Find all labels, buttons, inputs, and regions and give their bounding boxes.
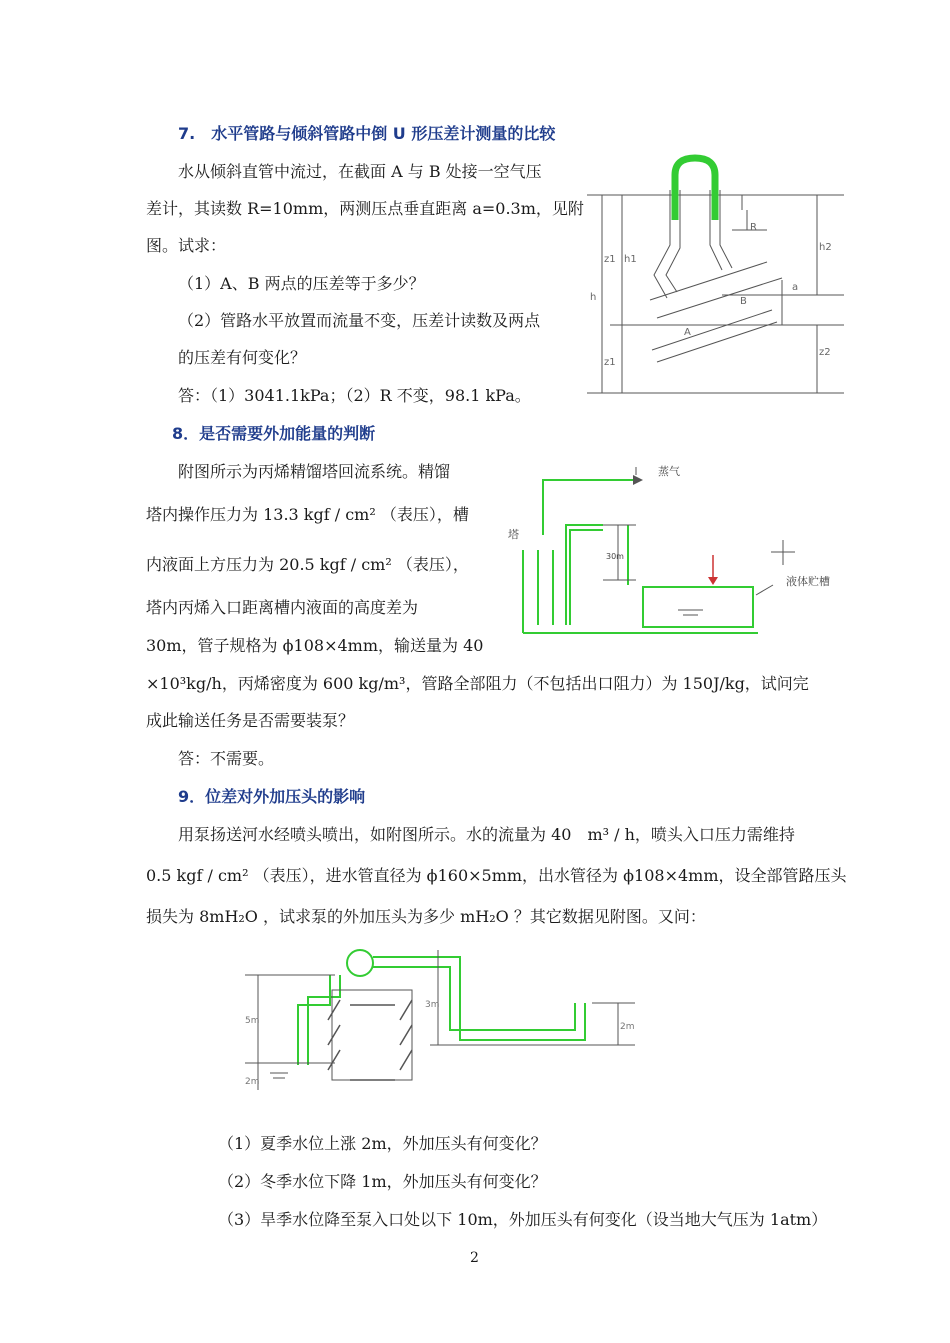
s9-line-3: 损失为 8mH₂O ，试求泵的外加压头为多少 mH₂O ？其它数据见附图。又问： [146,907,706,926]
label-z1: z1 [604,254,616,265]
s7-line-2: 差计，其读数 R=10mm，两测压点垂直距离 a=0.3m，见附 [146,199,584,218]
s7-question-2-cont: 的压差有何变化？ [178,348,307,367]
label-2m-left: 2m [245,1077,260,1087]
s9-question-3: （3）旱季水位降至泵入口处以下 10m，外加压头有何变化（设当地大气压为 1atm） [218,1210,828,1229]
s8-line-5: 30m，管子规格为 ϕ108×4mm，输送量为 40 [146,636,484,655]
s8-line-4: 塔内丙烯入口距离槽内液面的高度差为 [146,598,419,617]
s7-question-2: （2）管路水平放置而流量不变，压差计读数及两点 [178,311,541,330]
label-z2-left: z1 [604,357,616,368]
s7-line-3: 图。试求： [146,236,227,255]
s8-reflux-diagram [508,455,848,645]
s7-line-1: 水从倾斜直管中流过，在截面 A 与 B 处接一空气压 [178,162,542,181]
s9-line-2: 0.5 kgf / cm² （表压），进水管直径为 ϕ160×5mm，出水管径为 ϕ108×4mm，设全部管路压头 [146,866,847,885]
label-h2: h2 [819,242,832,253]
s8-line-6: ×10³kg/h，丙烯密度为 600 kg/m³，管路全部阻力（不包括出口阻力）为 150J/kg，试问完 [146,674,809,693]
label-2m-right: 2m [620,1022,635,1032]
s8-line-7: 成此输送任务是否需要装泵？ [146,711,355,730]
label-a: a [792,282,799,293]
s8-line-1: 附图所示为丙烯精馏塔回流系统。精馏 [178,462,451,481]
label-5m: 5m [245,1016,260,1026]
s9-pump-diagram [240,945,640,1090]
label-h1: h1 [624,254,637,265]
label-steam: 蒸气 [658,465,680,478]
s8-answer: 答：不需要。 [178,749,275,768]
label-h: h [590,292,597,303]
s7-question-1: （1）A、B 两点的压差等于多少？ [178,274,425,293]
label-3m: 3m [425,1000,440,1010]
section-7-heading: 7. 水平管路与倾斜管路中倒 U 形压差计测量的比较 [178,124,556,143]
s7-answer: 答：（1）3041.1kPa；（2）R 不变，98.1 kPa。 [178,386,531,405]
s9-question-2: （2）冬季水位下降 1m，外加压头有何变化？ [218,1172,547,1191]
label-z2: z2 [819,347,831,358]
label-tank: 液体贮槽 [786,575,830,588]
section-8-heading: 8．是否需要外加能量的判断 [172,424,376,443]
label-R: R [750,222,757,233]
s8-line-2: 塔内操作压力为 13.3 kgf / cm² （表压），槽 [146,505,469,524]
s7-u-tube-diagram [582,150,847,400]
label-height: 30m [606,552,624,561]
s9-line-1: 用泵扬送河水经喷头喷出，如附图所示。水的流量为 40 m³ / h，喷头入口压力需维持 [178,825,795,844]
label-A: A [684,327,691,338]
section-9-heading: 9．位差对外加压头的影响 [178,787,366,806]
page-number: 2 [470,1250,479,1266]
label-B: B [740,296,747,307]
s8-line-3: 内液面上方压力为 20.5 kgf / cm² （表压）， [146,555,469,574]
label-tower: 塔 [508,528,519,541]
s9-question-1: （1）夏季水位上涨 2m，外加压头有何变化？ [218,1134,547,1153]
